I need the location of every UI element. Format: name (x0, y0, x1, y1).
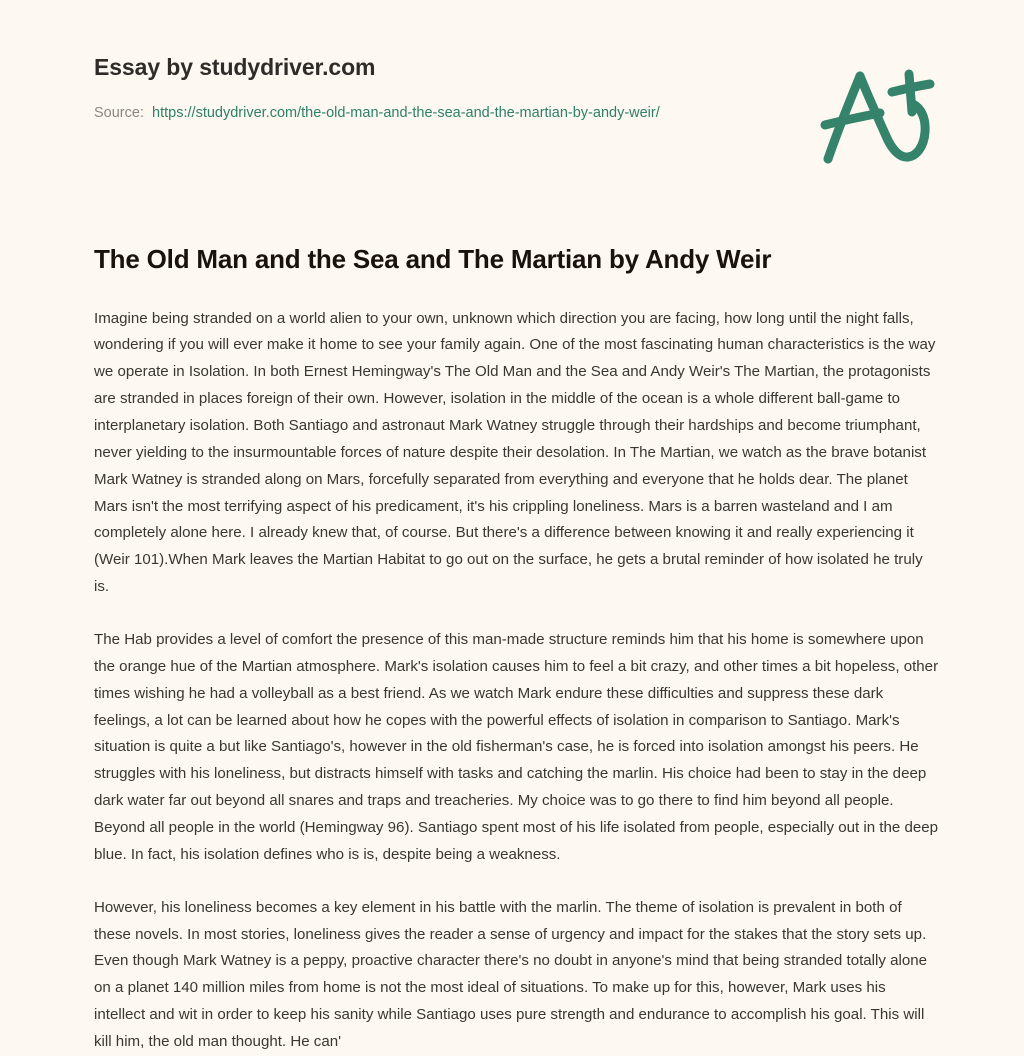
source-url-link[interactable]: https://studydriver.com/the-old-man-and-the-sea-and-the-martian-by-andy-weir/ (152, 104, 660, 121)
article (94, 243, 940, 1056)
article-body (94, 306, 940, 1056)
article-paragraph: However, his loneliness becomes a key element in his battle with the marlin. The theme of isolation is prevalent in both of these novels. In most stories, loneliness gives the reader a sense of urgency and impact for the stakes that the story sets up. Even though Mark Watney is a peppy, proactive character there's no doubt in anyone's mind that being stranded totally alone on a planet 140 million miles from home is not the most ideal of situations. To make up for this, however, Mark uses his intellect and wit in order to keep his sanity while Santiago uses pure strength and endurance to accomplish his goal. This will kill him, the old man thought. He can' (94, 898, 928, 1050)
article-paragraph: Imagine being stranded on a world alien to your own, unknown which direction you are facing, how long until the night falls, wondering if you will ever make it home to see your family again. One of the most fascinating human characteristics is the way we operate in Isolation. In both Ernest Hemingway's The Old Man and the Sea and Andy Weir's The Martian, the protagonists are stranded in places foreign of their own. However, isolation in the middle of the ocean is a whole different ball-game to interplanetary isolation. Both Santiago and astronaut Mark Watney struggle through their hardships and become triumphant, never yielding to the insurmountable forces of nature despite their desolation. In The Martian, we watch as the brave botanist Mark Watney is stranded along on Mars, forcefully separated from everything and everyone that he holds dear. The planet Mars isn't the most terrifying aspect of his predicament, it's his crippling loneliness. Mars is a barren wasteland and I am completely alone here. I already knew that, of course. But there's a difference between knowing it and really experiencing it (Weir 101).When Mark leaves the Martian Habitat to go out on the surface, he gets a brutal reminder of how isolated he truly is. (94, 309, 936, 596)
article-title: The Old Man and the Sea and The Martian by Andy Weir (94, 244, 772, 274)
page-title: Essay by studydriver.com (94, 54, 376, 80)
source-line (94, 102, 754, 125)
source-label: Source: (94, 104, 144, 121)
page-header (0, 0, 1024, 210)
header-text-column (94, 54, 754, 125)
article-paragraph: The Hab provides a level of comfort the presence of this man-made structure reminds him that his home is somewhere upon the orange hue of the Martian atmosphere. Mark's isolation causes him to feel a bit crazy, and other times a bit hopeless, other times wishing he had a volleyball as a best friend. As we watch Mark endure these difficulties and suppress these dark feelings, a lot can be learned about how he copes with the powerful effects of isolation in comparison to Santiago. Mark's situation is quite a but like Santiago's, however in the old fisherman's case, he is forced into isolation amongst his peers. He struggles with his loneliness, but distracts himself with tasks and catching the marlin. His choice had been to stay in the deep dark water far out beyond all snares and traps and treacheries. My choice was to go there to find him beyond all people. Beyond all people in the world (Hemingway 96). Santiago spent most of his life isolated from people, especially out in the deep blue. In fact, his isolation defines who is is, despite being a weakness. (94, 630, 939, 863)
studydriver-a-plus-logo-icon (812, 62, 960, 174)
